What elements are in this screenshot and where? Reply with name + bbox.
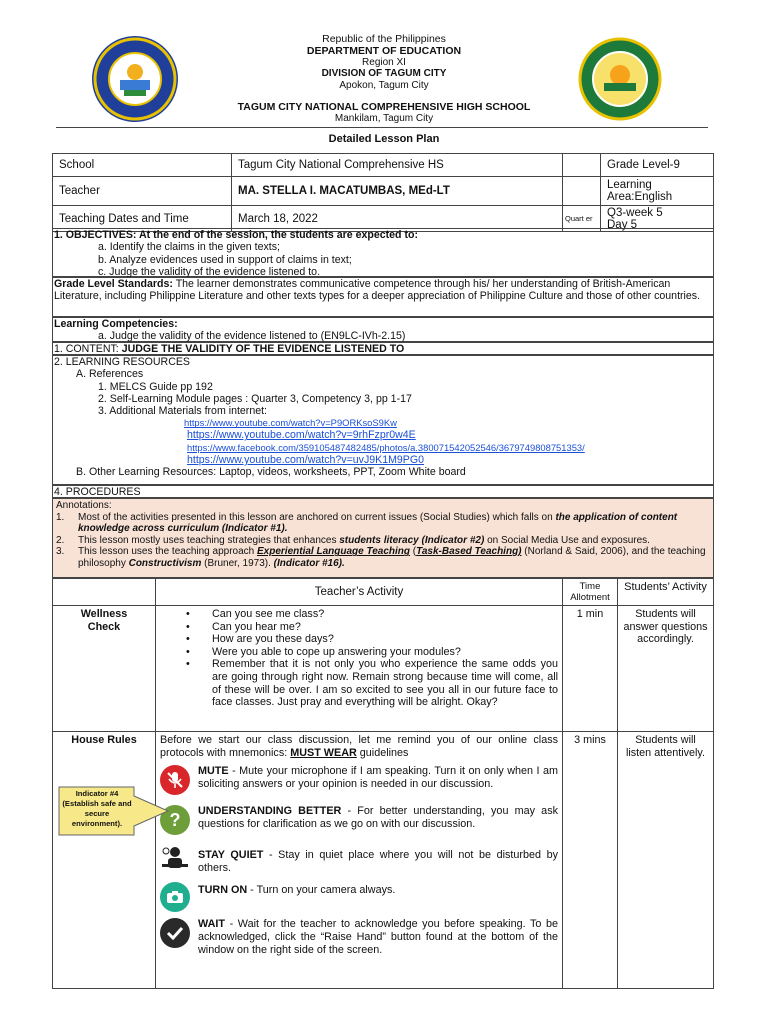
wellness-question: • How are you these days?: [186, 633, 558, 646]
standards-label: Grade Level Standards:: [54, 278, 173, 290]
indicator-callout: [58, 786, 144, 836]
house-rules-label: House Rules: [53, 732, 156, 989]
reference-item: 2. Self-Learning Module pages : Quarter 3, Competency 3, pp 1-17: [98, 392, 412, 405]
resource-link[interactable]: https://www.youtube.com/watch?v=9rhFzpr0w4E: [187, 429, 416, 442]
procedures-table: [52, 578, 714, 989]
annotations-label: Annotations:: [56, 500, 112, 511]
school-label: School: [53, 154, 232, 177]
rule-text: - Turn on your camera always.: [247, 884, 396, 897]
annotation-item: 2. This lesson mostly uses teaching strategies that enhances students literacy (Indicator #2) on Social Media Use and exposures.: [56, 534, 650, 546]
rule-wait: [160, 918, 558, 956]
standards-section: [52, 277, 714, 317]
house-rules-time: 3 mins: [563, 732, 618, 989]
header-school-address: Mankilam, Tagum City: [334, 113, 434, 124]
resource-link[interactable]: https://www.youtube.com/watch?v=uvJ9K1M9PG0: [187, 454, 425, 467]
header-division: DIVISION OF TAGUM CITY: [321, 68, 447, 79]
wellness-question: • Were you able to cope up answering your modules?: [186, 646, 558, 659]
camera-icon: [160, 882, 190, 912]
references-heading: A. References: [76, 368, 144, 381]
annotation-item: 3. This lesson uses the teaching approach Experiential Language Teaching (Task-Based Teaching) (Norland & Said, 2006), and the teaching philosophy Constructivism (Bruner, 1973). (Indicator #16).: [56, 546, 706, 569]
rule-turn-on: [160, 882, 558, 912]
rule-title: STAY QUIET: [198, 849, 264, 862]
day-value: Day 5: [607, 218, 638, 231]
quarter-value: Q3-week 5: [607, 206, 663, 219]
rule-understanding: [160, 805, 558, 835]
reference-item: 3. Additional Materials from internet:: [98, 405, 267, 418]
header-school-name: TAGUM CITY NATIONAL COMPREHENSIVE HIGH SCHOOL: [237, 101, 531, 113]
checkmark-icon: [160, 918, 190, 948]
resource-link[interactable]: https://www.youtube.com/watch?v=P9ORKsoS9Kw: [184, 417, 397, 429]
content-prefix: 1. CONTENT:: [54, 343, 122, 355]
wellness-students-activity: Students will answer questions accordingly.: [618, 606, 714, 732]
standards-text: The learner demonstrates communicative competence through his/ her understanding of British-American Literature, including Philippine Literature and other texts types for a deeper appreciation of Philippine Culture and those of other countries.: [54, 278, 701, 303]
competency-item: a. Judge the validity of the evidence listened to (EN9LC-IVh-2.15): [98, 330, 406, 343]
wellness-time: 1 min: [563, 606, 618, 732]
reference-item: 1. MELCS Guide pp 192: [98, 380, 213, 393]
teachers-activity-header: Teacher’s Activity: [156, 579, 563, 606]
annotations-box: [52, 498, 714, 578]
house-rules-intro: Before we start our class discussion, let me remind you of our online class protocols with mnemonics: MUST WEAR guidelines: [160, 734, 558, 759]
competencies-section: [52, 317, 714, 342]
rule-text: - Wait for the teacher to acknowledge you before speaking. To be acknowledged, click the “Raise Hand” button found at the bottom of the window on the right side of the screen.: [198, 918, 558, 956]
house-rules-activity: [156, 732, 563, 989]
empty-cell: [563, 154, 601, 177]
question-mark-icon: ?: [160, 805, 190, 835]
header-region: Region XI: [362, 57, 406, 68]
rule-title: MUTE: [198, 765, 229, 778]
students-activity-header: Students’ Activity: [618, 579, 714, 606]
house-rules-students-activity: Students will listen attentively.: [618, 732, 714, 989]
label-column-header: [53, 579, 156, 606]
rule-text: - Mute your microphone if I am speaking. Turn it on only when I am soliciting answers or your opinion is needed in our discussion.: [198, 765, 558, 790]
dates-value: March 18, 2022: [232, 206, 563, 232]
rule-title: UNDERSTANDING BETTER: [198, 805, 342, 818]
header-republic: Republic of the Philippines: [322, 33, 446, 45]
other-resources: B. Other Learning Resources: Laptop, videos, worksheets, PPT, Zoom White board: [76, 466, 466, 479]
objective-item: a. Identify the claims in the given texts;: [98, 241, 280, 254]
header-address: Apokon, Tagum City: [339, 80, 429, 91]
procedures-heading-row: [52, 485, 714, 498]
rule-title: WAIT: [198, 918, 225, 931]
rule-title: TURN ON: [198, 884, 248, 897]
resources-heading: 2. LEARNING RESOURCES: [54, 356, 190, 368]
header-department: DEPARTMENT OF EDUCATION: [306, 45, 462, 57]
dates-label: Teaching Dates and Time: [53, 206, 232, 232]
rule-text: - Stay in quiet place where you will not be disturbed by others.: [198, 849, 558, 874]
objective-item: b. Analyze evidences used in support of claims in text;: [98, 253, 352, 266]
wellness-check-label: Wellness Check: [53, 606, 156, 732]
indicator-text: Indicator #4 (Establish safe and secure environment).: [62, 789, 132, 828]
teacher-value: MA. STELLA I. MACATUMBAS, MEd-LT: [232, 177, 563, 206]
wellness-question: • Can you hear me?: [186, 621, 558, 634]
learning-area: Learning Area:English: [601, 177, 714, 206]
objectives-heading: 1. OBJECTIVES: At the end of the session, the students are expected to:: [54, 229, 418, 241]
teacher-label: Teacher: [53, 177, 232, 206]
wellness-question: • Remember that it is not only you who experience the same odds you are going through right now. Remain strong because time will come, all of these will be over. I am so excited to see you all in our future face to face classes. Just pray and everything will be alright. Okay?: [186, 658, 558, 708]
objective-item: c. Judge the validity of the evidence listened to.: [98, 265, 321, 278]
school-value: Tagum City National Comprehensive HS: [232, 154, 563, 177]
annotation-item: 1. Most of the activities presented in this lesson are anchored on current issues (Social Studies) which falls on the application of content knowledge across curriculum (Indicator #1).: [56, 511, 678, 535]
lesson-info-table: [52, 153, 714, 232]
empty-cell: [563, 177, 601, 206]
wellness-check-activity: [156, 606, 563, 732]
time-allotment-header: Time Allotment: [563, 579, 618, 606]
competencies-label: Learning Competencies:: [54, 318, 178, 330]
content-value: JUDGE THE VALIDITY OF THE EVIDENCE LISTENED TO: [121, 343, 405, 355]
resource-link[interactable]: https://www.facebook.com/359105487482485/photos/a.380071542052546/3679749808751353/: [187, 441, 585, 453]
quiet-person-icon: [160, 843, 190, 873]
objectives-section: [52, 228, 714, 277]
rule-mute: [160, 765, 558, 795]
rule-stay-quiet: [160, 843, 558, 874]
learning-resources-section: [52, 355, 714, 485]
procedures-heading: 4. PROCEDURES: [54, 486, 141, 498]
grade-level: Grade Level-9: [601, 154, 714, 177]
quarter-label: Quart er: [563, 206, 601, 232]
wellness-question: • Can you see me class?: [186, 608, 558, 621]
rule-text: - For better understanding, you may ask questions for clarification as we go on with our discussion.: [198, 805, 558, 830]
content-section: [52, 342, 714, 355]
document-title: Detailed Lesson Plan: [328, 133, 440, 145]
header-divider: [56, 127, 708, 128]
